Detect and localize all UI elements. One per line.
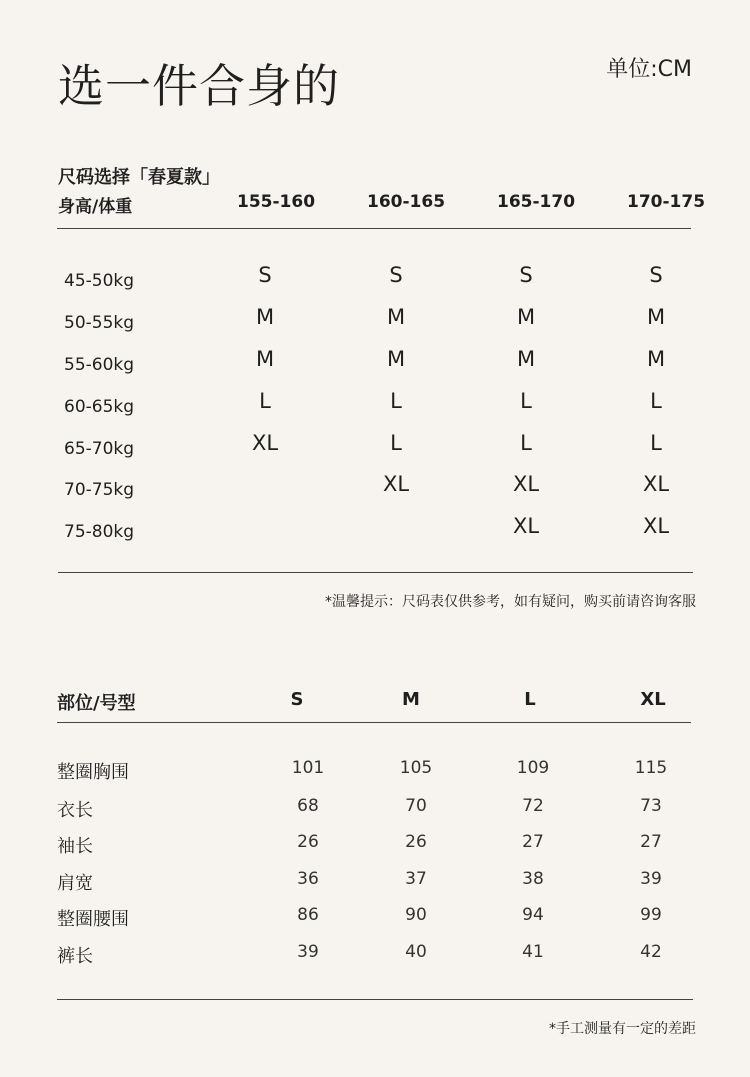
- size-cell: S: [519, 263, 533, 287]
- size-cell: XL: [382, 472, 410, 496]
- part-label: 整圈胸围: [57, 762, 129, 783]
- measurement-value: 40: [405, 942, 427, 962]
- size-cell: XL: [512, 472, 540, 496]
- size-row: [0, 514, 750, 556]
- size-cell: M: [646, 347, 666, 371]
- measurement-value: 27: [522, 832, 544, 852]
- measurement-value: 42: [640, 942, 662, 962]
- size-header-m: M: [402, 689, 420, 710]
- unit-label: 单位:CM: [606, 57, 692, 82]
- measurement-value: 105: [399, 758, 433, 778]
- size-cell: XL: [512, 514, 540, 538]
- size-cell: M: [646, 305, 666, 329]
- part-label: 袖长: [57, 836, 93, 857]
- size-cell: S: [649, 263, 663, 287]
- size-row: [0, 431, 750, 473]
- size-cell: M: [255, 305, 275, 329]
- size-row: [0, 347, 750, 389]
- part-label: 肩宽: [57, 873, 93, 894]
- measurement-value: 90: [405, 905, 427, 925]
- section1-title: 尺码选择「春夏款」: [58, 167, 220, 188]
- size-cell: XL: [642, 514, 670, 538]
- measurement-value: 94: [522, 905, 544, 925]
- section2-note: *手工测量有一定的差距: [549, 1021, 696, 1037]
- size-row: [0, 305, 750, 347]
- size-cell: L: [520, 431, 532, 455]
- measurement-value: 109: [516, 758, 550, 778]
- size-cell: L: [390, 389, 402, 413]
- measurement-value: 68: [297, 796, 319, 816]
- size-cell: L: [520, 389, 532, 413]
- weight-label: 75-80kg: [64, 522, 135, 542]
- weight-label: 55-60kg: [64, 355, 135, 375]
- size-cell: M: [386, 305, 406, 329]
- measurement-value: 41: [522, 942, 544, 962]
- weight-label: 60-65kg: [64, 397, 135, 417]
- height-header-1: 155-160: [237, 192, 316, 212]
- page-title: 选一件合身的: [58, 59, 340, 113]
- section2-bottom-divider: [57, 999, 693, 1000]
- size-cell: M: [386, 347, 406, 371]
- size-cell: XL: [251, 431, 279, 455]
- size-cell: L: [259, 389, 271, 413]
- measurement-value: 36: [297, 869, 319, 889]
- size-cell: M: [516, 347, 536, 371]
- measurement-row: [0, 796, 750, 833]
- size-cell: M: [516, 305, 536, 329]
- measurement-value: 26: [297, 832, 319, 852]
- height-header-2: 160-165: [367, 192, 446, 212]
- size-header-s: S: [290, 689, 304, 710]
- measurement-row: [0, 905, 750, 942]
- section2-header-divider: [57, 722, 691, 723]
- part-label: 整圈腰围: [57, 909, 129, 930]
- size-row: [0, 389, 750, 431]
- measurement-value: 39: [297, 942, 319, 962]
- header-divider: [57, 228, 691, 229]
- size-row: [0, 263, 750, 305]
- part-label: 裤长: [57, 946, 93, 967]
- size-cell: S: [258, 263, 272, 287]
- measurement-value: 72: [522, 796, 544, 816]
- size-cell: L: [650, 431, 662, 455]
- measurement-value: 86: [297, 905, 319, 925]
- section1-row-header: 身高/体重: [58, 197, 133, 217]
- measurement-value: 70: [405, 796, 427, 816]
- height-header-3: 165-170: [497, 192, 576, 212]
- size-header-l: L: [524, 689, 536, 710]
- measurement-value: 73: [640, 796, 662, 816]
- weight-label: 70-75kg: [64, 480, 135, 500]
- measurement-value: 26: [405, 832, 427, 852]
- measurement-row: [0, 832, 750, 869]
- measurement-row: [0, 869, 750, 906]
- measurement-value: 37: [405, 869, 427, 889]
- size-cell: L: [650, 389, 662, 413]
- height-header-4: 170-175: [627, 192, 706, 212]
- measurement-value: 99: [640, 905, 662, 925]
- size-cell: XL: [642, 472, 670, 496]
- section1-note: *温馨提示：尺码表仅供参考，如有疑问，购买前请咨询客服: [325, 594, 696, 610]
- measurement-value: 38: [522, 869, 544, 889]
- weight-label: 50-55kg: [64, 313, 135, 333]
- weight-label: 45-50kg: [64, 271, 135, 291]
- measurement-row: [0, 942, 750, 979]
- measurement-value: 39: [640, 869, 662, 889]
- measurement-value: 101: [291, 758, 325, 778]
- section1-bottom-divider: [58, 572, 693, 573]
- size-header-xl: XL: [640, 689, 666, 710]
- section2-row-header: 部位/号型: [57, 693, 136, 714]
- measurement-value: 115: [634, 758, 668, 778]
- size-cell: S: [389, 263, 403, 287]
- size-cell: M: [255, 347, 275, 371]
- size-cell: L: [390, 431, 402, 455]
- measurement-row: [0, 758, 750, 795]
- measurement-value: 27: [640, 832, 662, 852]
- size-row: [0, 472, 750, 514]
- weight-label: 65-70kg: [64, 439, 135, 459]
- part-label: 衣长: [57, 800, 93, 821]
